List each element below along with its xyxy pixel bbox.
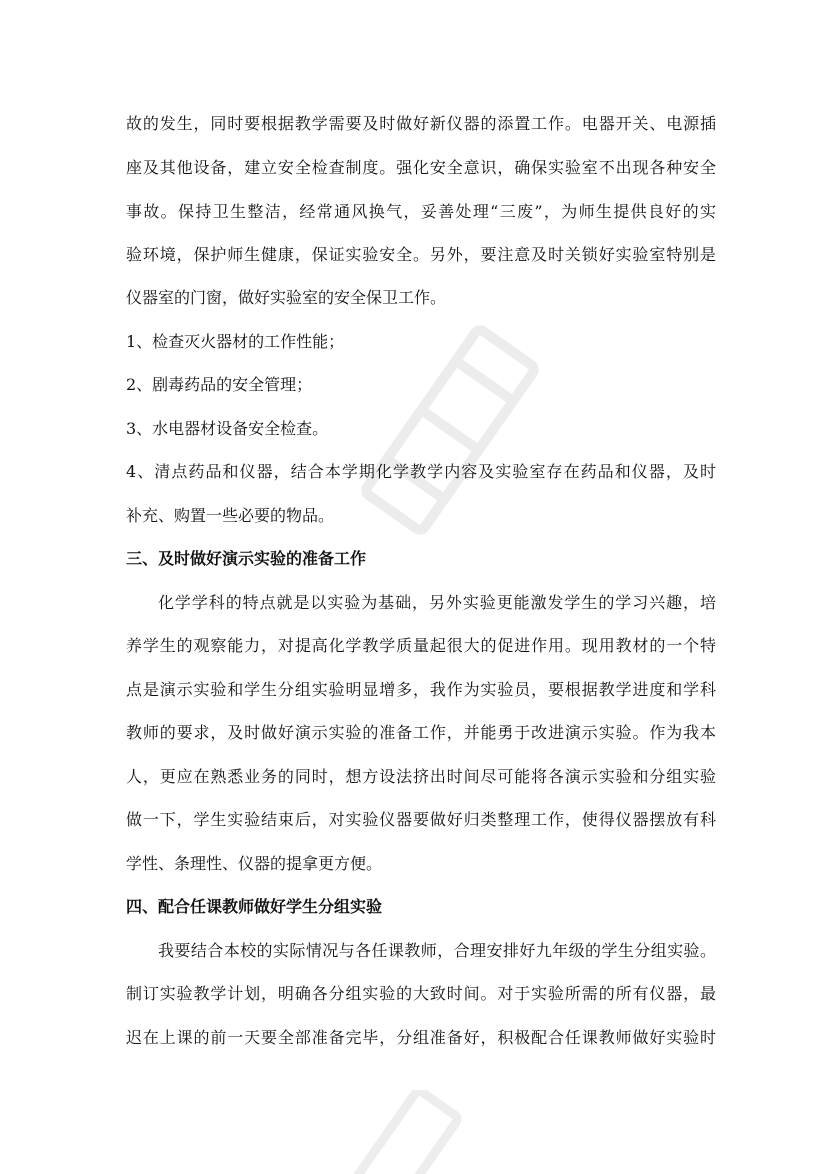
paragraph-line: 验环境，保护师生健康，保证实验安全。另外，要注意及时关锁好实验室特别是 — [126, 245, 716, 264]
section-heading: 三、及时做好演示实验的准备工作 — [126, 549, 367, 568]
paragraph-line: 故的发生，同时要根据教学需要及时做好新仪器的添置工作。电器开关、电源插 — [126, 114, 716, 133]
paragraph-line: 点是演示实验和学生分组实验明显增多，我作为实验员，要根据教学进度和学科 — [126, 680, 716, 699]
paragraph-line: 化学学科的特点就是以实验为基础，另外实验更能激发学生的学习兴趣，培 — [158, 593, 716, 612]
paragraph-line: 事故。保持卫生整洁，经常通风换气，妥善处理“三废”，为师生提供良好的实 — [126, 202, 716, 221]
paragraph-line: 仪器室的门窗，做好实验室的安全保卫工作。 — [126, 288, 447, 307]
list-item: 4、清点药品和仪器，结合本学期化学教学内容及实验室存在药品和仪器，及时 — [126, 462, 716, 481]
section-heading: 四、配合任课教师做好学生分组实验 — [126, 897, 383, 916]
paragraph-line: 养学生的观察能力，对提高化学教学质量起很大的促进作用。现用教材的一个特 — [126, 636, 716, 655]
list-item: 3、水电器材设备安全检查。 — [126, 419, 329, 438]
list-item: 2、剧毒药品的安全管理； — [126, 375, 313, 394]
list-item: 1、检查灭火器材的工作性能； — [126, 332, 345, 351]
paragraph-line: 制订实验教学计划，明确各分组实验的大致时间。对于实验所需的所有仪器，最 — [126, 984, 716, 1003]
paragraph-line: 做一下，学生实验结束后，对实验仪器要做好归类整理工作，使得仪器摆放有科 — [126, 810, 716, 829]
watermark-logo-bottom — [300, 1090, 500, 1174]
paragraph-line: 人，更应在熟悉业务的同时，想方设法挤出时间尽可能将各演示实验和分组实验 — [126, 767, 716, 786]
paragraph-line: 迟在上课的前一天要全部准备完毕，分组准备好，积极配合任课教师做好实验时 — [126, 1028, 716, 1047]
paragraph-line: 我要结合本校的实际情况与各任课教师，合理安排好九年级的学生分组实验。 — [158, 941, 716, 960]
paragraph-line: 学性、条理性、仪器的提拿更方便。 — [126, 854, 383, 873]
paragraph-line: 教师的要求，及时做好演示实验的准备工作，并能勇于改进演示实验。作为我本 — [126, 723, 716, 742]
list-item-continuation: 补充、购置一些必要的物品。 — [126, 506, 335, 525]
paragraph-line: 座及其他设备，建立安全检查制度。强化安全意识，确保实验室不出现各种安全 — [126, 158, 716, 177]
